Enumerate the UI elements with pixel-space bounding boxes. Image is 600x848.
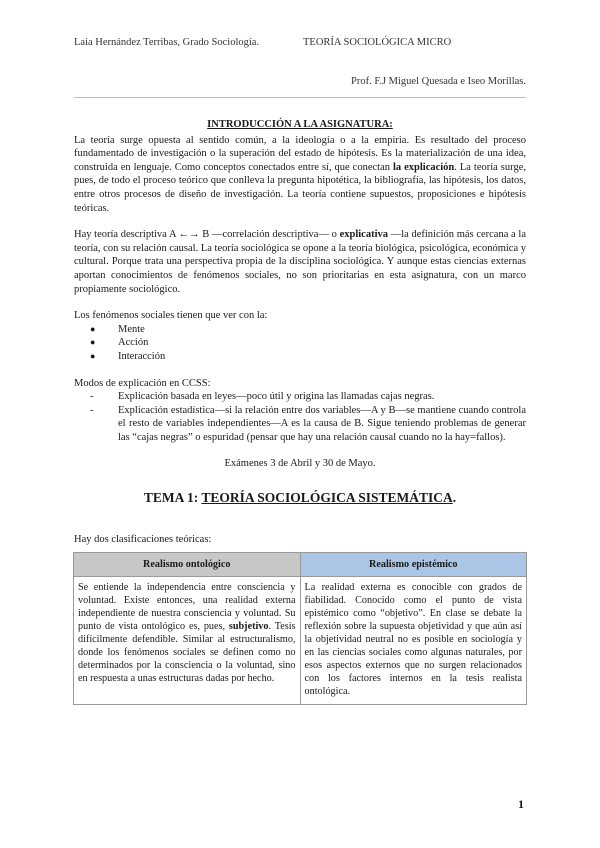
list-item: - Explicación basada en leyes—poco útil y origina las llamadas cajas negras. [90,391,435,403]
bullet-icon: ● [90,350,96,361]
classification-intro: Hay dos clasificaciones teóricas: [74,534,212,546]
table-header-ontologico: Realismo ontológico [74,552,301,576]
header-divider [74,97,526,98]
intro-paragraph-1 [74,134,526,216]
tema-title: TEORÍA SOCIOLÓGICA SISTEMÁTICA [201,490,453,506]
explanation-modes-list [74,390,526,444]
header-author: Laia Hernández Terribas, Grado Sociología. [74,37,260,48]
intro-p2-text-a: Hay teoría descriptiva A ←→ B —correlación descriptiva— o [74,229,340,241]
tema-prefix: TEMA 1: [143,490,202,506]
table-cell-bold: subjetivo [228,620,269,632]
intro-p1-text-a: La teoría surge opuesta al sentido común, a la ideología o a la empiria. Es resultado del proceso fundamentado de investigación o la superación del estado de hipótesis. Es la materialización de una idea, construida en lenguaje. Como conceptos conectados entre sí, que conectan [74,134,526,173]
document-body [74,118,526,705]
intro-p2-text-b: —la definición más cercana a la teoría, con su relación causal. La teoría sociológica se opone a la teoría biológica, psicológica, económica y cultural. Porque trata una perspectiva propia de la disciplina sociológica. Y aunque estas ciencias externas aportan conocimientos de fenómenos sociales, no son prioritarias en esta asignatura, con un marco propiamente sociológico. [74,229,526,295]
header-professors: Prof. F.J Miguel Quesada e Iseo Morillas. [350,76,526,87]
intro-p1-bold: la explicación [392,161,455,173]
phenomena-list [74,323,526,364]
table-cell-epistemico: La realidad externa es conocible con grados de fiabilidad. Conocido como el punto de vista epistémico como “objetivo”. En clase se debate la reflexión sobre la supuesta objetividad y que aún así la objetividad neutral no es posible en sociología y en las ciencias sociales como algunas naturales, por esos aspectos externos que no surgen relacionados con los factores internos en la tesis realista ontológica. [300,576,527,704]
table-row [74,576,527,704]
tema-suffix: . [452,490,457,506]
intro-p1-text-b: . La teoría surge, pues, de todo el proceso teórico que conlleva la pregunta hipotética, la bibliografía, las hipótesis, los datos, entre otros procesos de diseño de investigación. La teoría contiene supuestos, proposiciones e hipótesis teóricas. [74,161,526,214]
list-item: ● Interacción [90,350,166,362]
tema-heading [74,489,526,507]
table-cell-ontologico: Se entiende la independencia entre consciencia y voluntad. Existe entonces, una realidad externa independiente de nuestra consciencia y voluntad. Su punto de vista ontológico es, pues, subjetivo. Tesis difícilmente defendible. Similar al estructuralismo, donde los fenómenos sociales se definen como no determinados por la consciencia o la voluntad, sino en respuesta a unas estructuras dadas por hecho. [74,576,301,704]
realism-table [73,552,527,705]
intro-heading: INTRODUCCIÓN A LA ASIGNATURA: [207,119,393,130]
dash-marker: - [90,391,94,403]
exam-dates: Exámenes 3 de Abril y 30 de Mayo. [224,458,376,470]
table-header-row [74,552,527,576]
list-item: ● Acción [90,337,149,349]
intro-p2-bold: explicativa [339,229,389,241]
bullet-icon: ● [90,323,96,334]
header-course: TEORÍA SOCIOLÓGICA MICRO [303,37,452,48]
intro-paragraph-2 [74,228,526,296]
intro-paragraph-3: Los fenómenos sociales tienen que ver con la: [74,310,268,322]
dash-marker: - [90,404,94,416]
page-number: 1 [518,797,524,811]
list-item: - Explicación estadística—si la relación entre dos variables—A y B—se mantiene cuando controla el resto de variables independientes—A es la causa de B. Sigue teniendo problemas de generar las “cajas negras” o espuridad (pensar que hay una relación causal cuando no la hay=fallos). [90,404,526,443]
list-item: ● Mente [90,323,145,335]
bullet-icon: ● [90,337,96,348]
intro-paragraph-4: Modos de explicación en CCSS: [74,377,211,389]
table-header-epistemico: Realismo epistémico [300,552,527,576]
